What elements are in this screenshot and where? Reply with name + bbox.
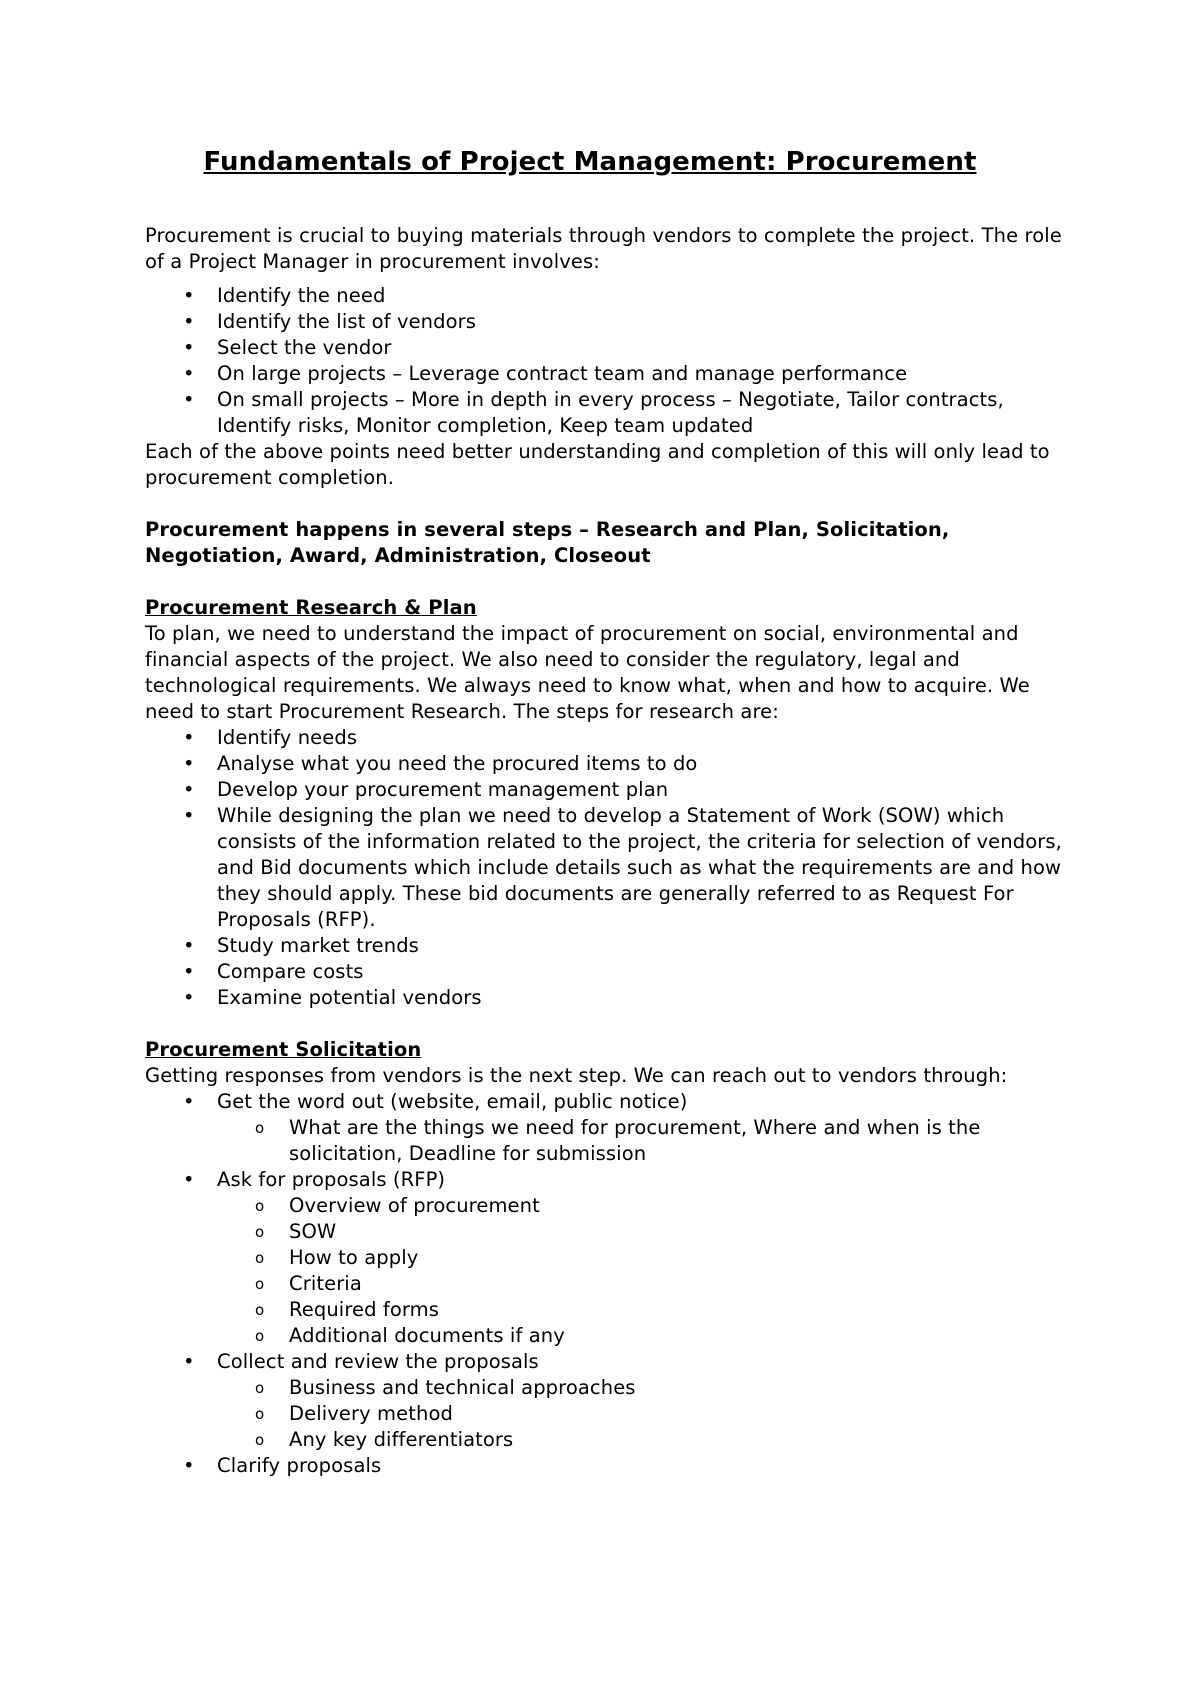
list-item: • Compare costs: [183, 960, 364, 983]
bullet-icon: •: [183, 726, 195, 749]
list-item: • Get the word out (website, email, public notice) o What are the things we need for procurement, Where and when is the solicitation, Deadline for submission: [145, 1089, 1065, 1167]
sub-list-item: o Additional documents if any: [255, 1324, 565, 1347]
sub-list-item: o Any key differentiators: [255, 1428, 514, 1451]
sub-list-item: o Required forms: [255, 1298, 440, 1321]
list-item: • Analyse what you need the procured items to do: [183, 752, 698, 775]
section-heading-solicitation: Procurement Solicitation: [145, 1038, 422, 1061]
bullet-icon: •: [183, 752, 195, 775]
bullet-icon: •: [183, 960, 195, 983]
bullet-icon: •: [183, 778, 195, 801]
bullet-icon: •: [183, 284, 195, 307]
sub-list-item: o Criteria: [255, 1272, 362, 1295]
bullet-icon: •: [183, 362, 195, 385]
document-page: [145, 145, 1065, 1479]
list-item: • Clarify proposals: [183, 1454, 382, 1477]
section-heading-research: Procurement Research & Plan: [145, 596, 477, 619]
sub-list-item: o Delivery method: [255, 1402, 453, 1425]
sub-list-item: o What are the things we need for procurement, Where and when is the solicitation, Deadline for submission: [255, 1116, 981, 1165]
sub-list: [217, 1115, 1065, 1167]
solicitation-paragraph: Getting responses from vendors is the next step. We can reach out to vendors through:: [145, 1064, 1008, 1087]
list-item: • Study market trends: [183, 934, 419, 957]
sub-list: [217, 1193, 1065, 1349]
sub-bullet-icon: o: [255, 1327, 265, 1345]
research-list: [145, 725, 1065, 1011]
sub-bullet-icon: o: [255, 1119, 265, 1137]
sub-list-item: o Overview of procurement: [255, 1194, 540, 1217]
list-item: • On large projects – Leverage contract team and manage performance: [183, 362, 908, 385]
list-item: • Identify needs: [183, 726, 358, 749]
sub-bullet-icon: o: [255, 1431, 265, 1449]
list-item: • Identify the list of vendors: [183, 310, 477, 333]
bullet-icon: •: [183, 1090, 195, 1113]
intro-paragraph: Procurement is crucial to buying materials through vendors to complete the project. The role of a Project Manager in procurement involves:: [145, 224, 1062, 273]
list-item: • Identify the need: [183, 284, 386, 307]
list-item: • Develop your procurement management plan: [183, 778, 669, 801]
sub-bullet-icon: o: [255, 1249, 265, 1267]
bullet-icon: •: [183, 934, 195, 957]
bullet-icon: •: [183, 388, 195, 411]
document-title: Fundamentals of Project Management: Procurement: [203, 147, 977, 177]
list-item: • Collect and review the proposals o Business and technical approaches o Delivery method o Any key differentiators: [145, 1349, 1065, 1453]
list-item: • Ask for proposals (RFP) o Overview of procurement o SOW o How to apply o Criteria o Required forms o Additional documents if any: [145, 1167, 1065, 1349]
list-item: • While designing the plan we need to develop a Statement of Work (SOW) which consists of the information related to the project, the criteria for selection of vendors, and Bid documents which include details such as what the requirements are and how they should apply. These bid documents are generally referred to as Request For Proposals (RFP).: [183, 804, 1062, 931]
role-summary-paragraph: Each of the above points need better understanding and completion of this will only lead to procurement completion.: [145, 440, 1050, 489]
sub-list: [217, 1375, 1065, 1453]
bullet-icon: •: [183, 1454, 195, 1477]
bullet-icon: •: [183, 986, 195, 1009]
sub-bullet-icon: o: [255, 1223, 265, 1241]
list-item: • Examine potential vendors: [183, 986, 482, 1009]
bullet-icon: •: [183, 1350, 195, 1373]
sub-bullet-icon: o: [255, 1405, 265, 1423]
sub-bullet-icon: o: [255, 1197, 265, 1215]
sub-list-item: o SOW: [255, 1220, 337, 1243]
bullet-icon: •: [183, 804, 195, 827]
bullet-icon: •: [183, 310, 195, 333]
sub-bullet-icon: o: [255, 1275, 265, 1293]
solicitation-list: [145, 1089, 1065, 1479]
list-item: • Select the vendor: [183, 336, 392, 359]
list-item: • On small projects – More in depth in every process – Negotiate, Tailor contracts, Identify risks, Monitor completion, Keep team updated: [183, 388, 1004, 437]
role-list: [145, 283, 1065, 439]
bullet-icon: •: [183, 1168, 195, 1191]
sub-bullet-icon: o: [255, 1379, 265, 1397]
bullet-icon: •: [183, 336, 195, 359]
sub-list-item: o How to apply: [255, 1246, 419, 1269]
research-paragraph: To plan, we need to understand the impact of procurement on social, environmental and financial aspects of the project. We also need to consider the regulatory, legal and technological requirements. We always need to know what, when and how to acquire. We need to start Procurement Research. The steps for research are:: [145, 622, 1030, 723]
steps-statement: Procurement happens in several steps – Research and Plan, Solicitation, Negotiation, Award, Administration, Closeout: [145, 518, 950, 567]
sub-bullet-icon: o: [255, 1301, 265, 1319]
sub-list-item: o Business and technical approaches: [255, 1376, 636, 1399]
